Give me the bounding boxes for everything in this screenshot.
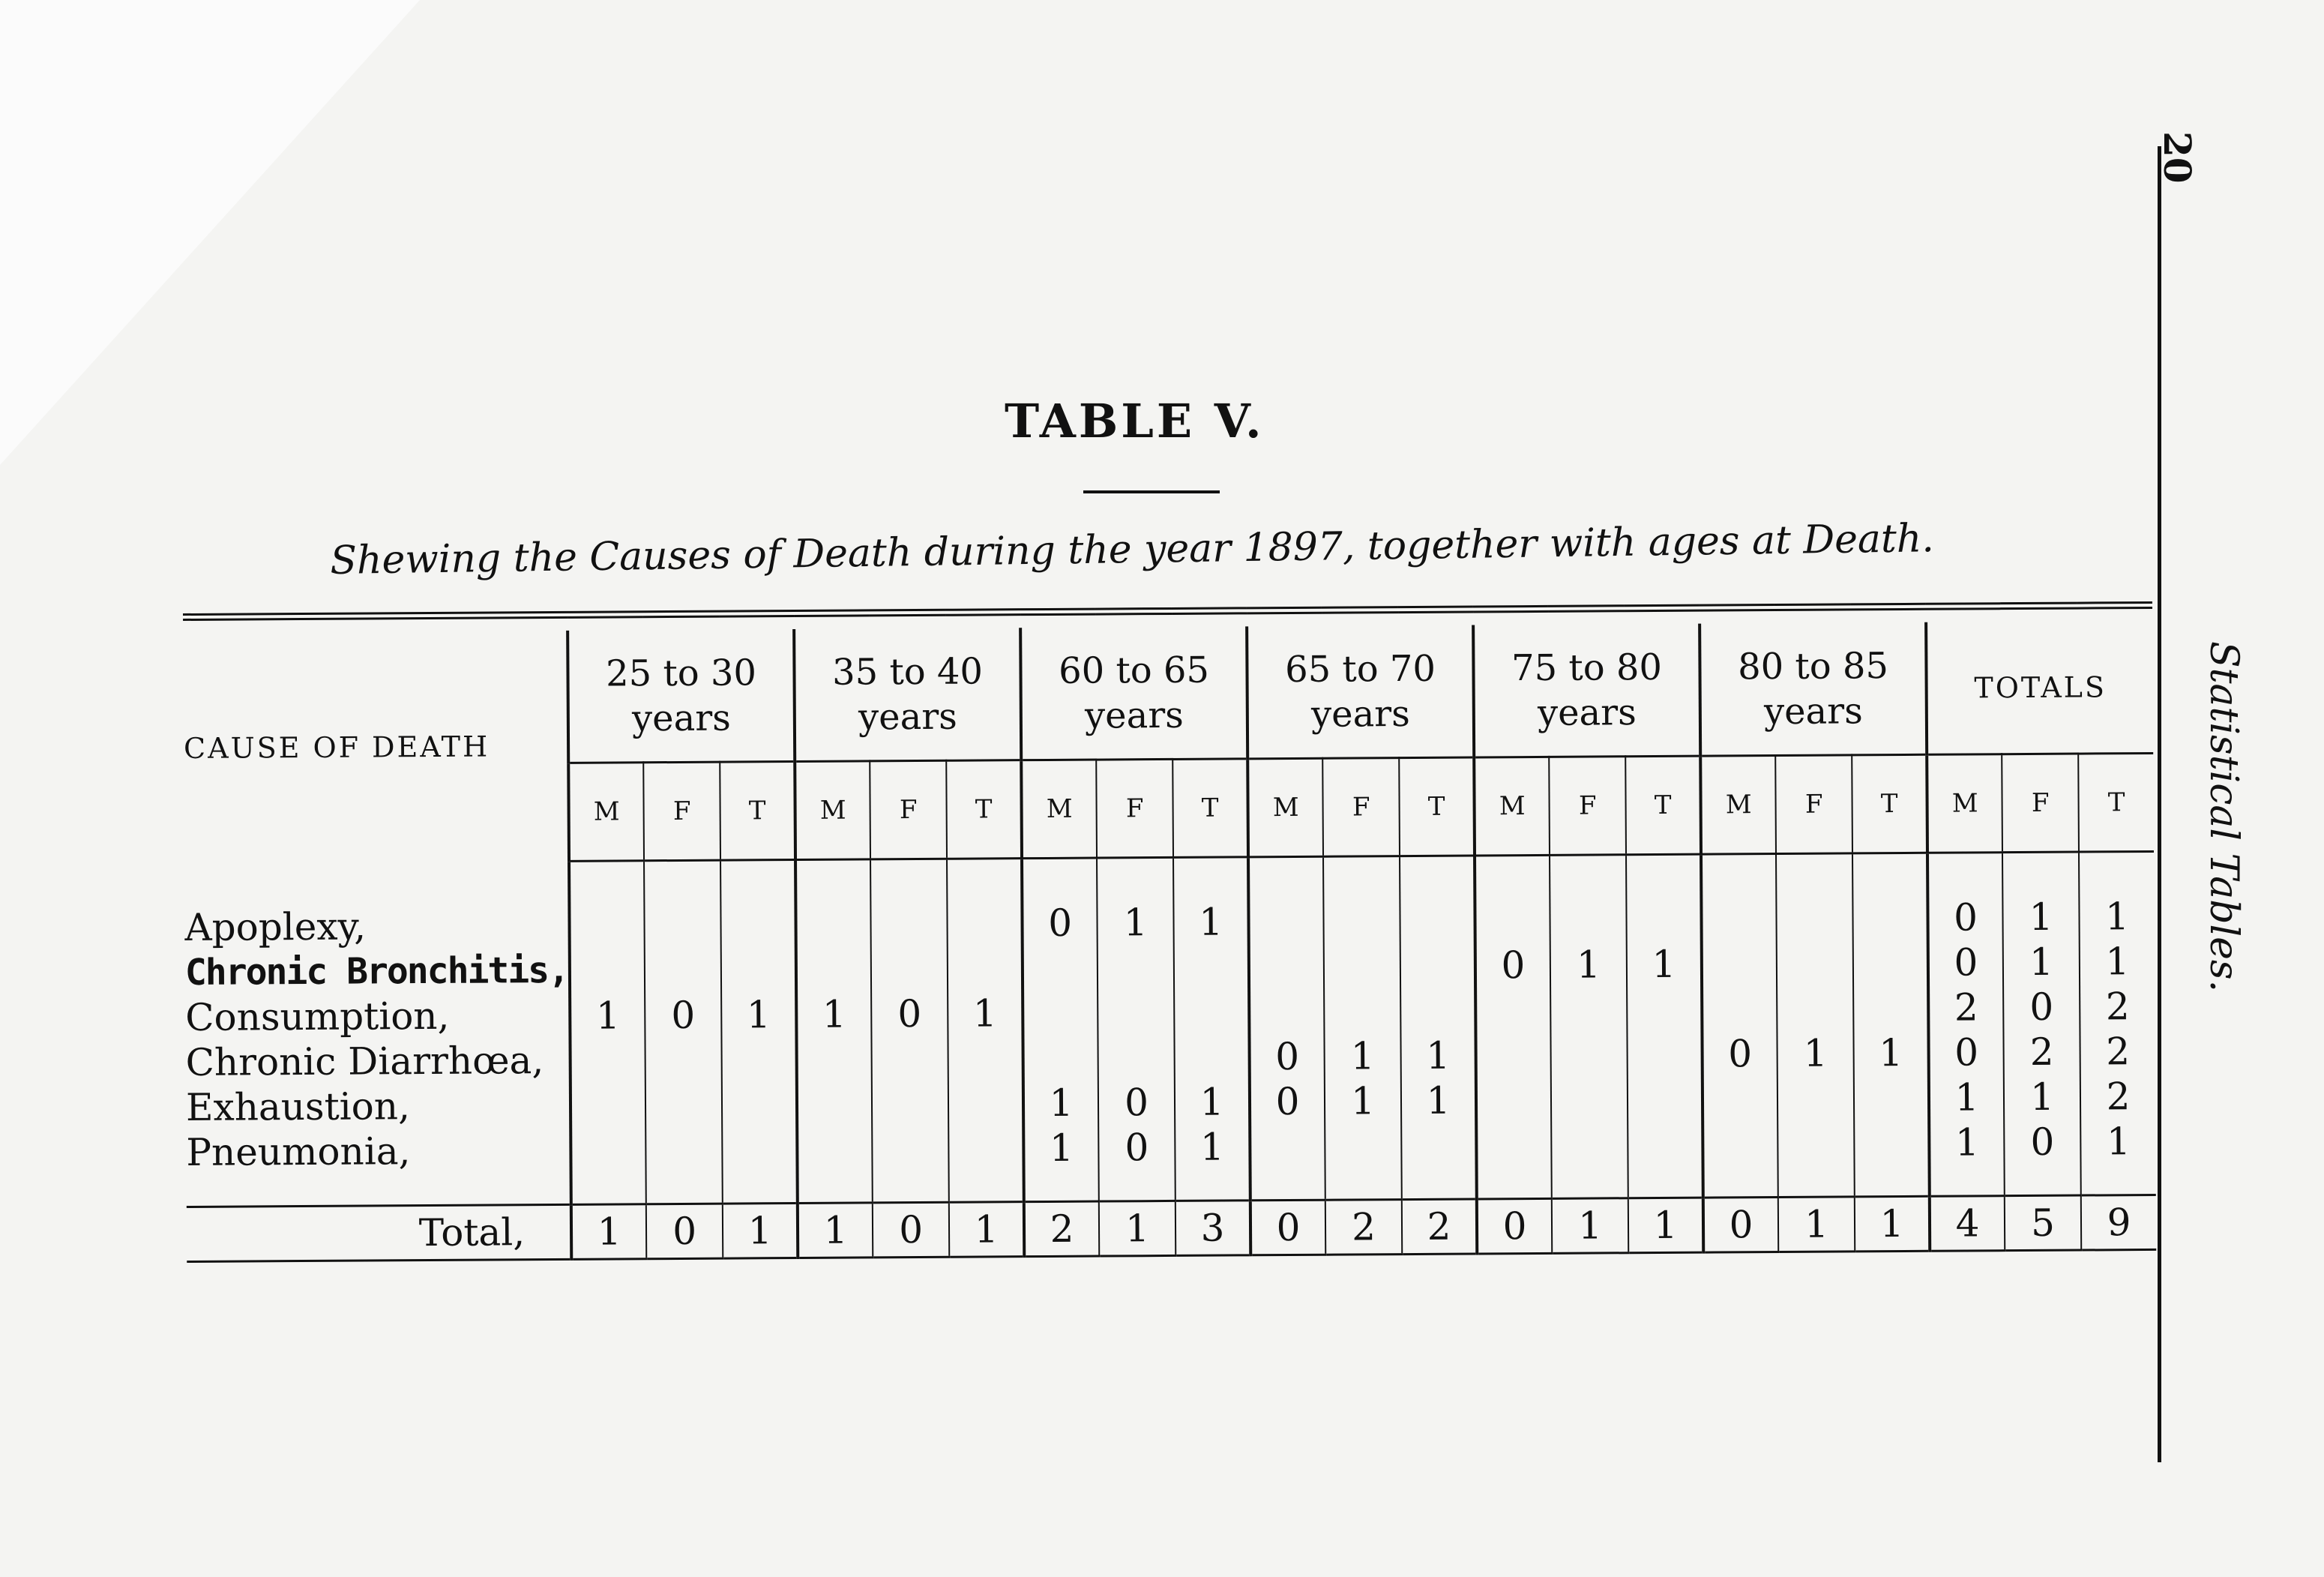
scan-shading	[0, 0, 420, 465]
value-cell: 1	[2029, 940, 2054, 984]
total-value: 1	[1099, 1201, 1175, 1256]
age-group-header	[568, 629, 795, 763]
value-cell: 1	[1954, 1075, 1979, 1120]
value-cell	[948, 901, 1020, 946]
value-cell	[873, 1081, 948, 1127]
value-cell	[948, 946, 1021, 991]
value-cell: 1	[1576, 943, 1601, 987]
totals-header: TOTALS	[1926, 621, 2153, 754]
total-header: T	[1399, 757, 1475, 856]
value-cell	[1628, 1032, 1701, 1078]
value-cell	[1478, 1033, 1550, 1078]
total-value: 2	[1402, 1199, 1477, 1255]
value-column	[870, 859, 949, 1203]
value-cell: 0	[1954, 1030, 1979, 1075]
cause-apoplexy: Apoplexy,	[184, 904, 367, 949]
value-cell	[798, 1036, 871, 1082]
male-header: M	[1927, 754, 2002, 853]
value-cell	[873, 1036, 948, 1082]
page-number: 20	[2155, 131, 2200, 184]
value-cell: 1	[1803, 1031, 1828, 1075]
total-header: T	[946, 760, 1022, 859]
male-header: M	[1021, 760, 1097, 859]
value-cell: 0	[1125, 1126, 1149, 1170]
value-cell: 0	[1125, 1081, 1149, 1125]
value-cell	[1250, 899, 1322, 945]
total-value: 2	[1325, 1200, 1402, 1255]
cause-of-death-header: CAUSE OF DEATH	[183, 730, 490, 765]
total-value: 3	[1175, 1201, 1250, 1256]
value-column	[1701, 854, 1778, 1198]
total-value: 4	[1930, 1196, 2005, 1252]
cause-chronic-bronchitis: Chronic Bronchitis,	[184, 949, 569, 994]
value-cell	[1477, 988, 1550, 1033]
value-cell	[722, 947, 795, 993]
value-cell: 1	[1199, 1125, 1225, 1169]
value-column	[1022, 858, 1099, 1202]
age-group-header	[1473, 624, 1700, 757]
value-cell	[1704, 1121, 1777, 1167]
value-cell: 2	[2106, 1075, 2131, 1119]
value-cell	[1251, 1124, 1324, 1170]
value-cell: 1	[2029, 895, 2053, 939]
value-cell	[723, 1037, 795, 1083]
value-cell	[1628, 987, 1700, 1033]
value-cell	[572, 1083, 645, 1129]
value-cell: 0	[897, 991, 922, 1036]
female-header: F	[870, 760, 947, 859]
value-cell	[1476, 898, 1549, 943]
value-cell: 0	[1954, 895, 1978, 940]
value-column	[720, 860, 798, 1204]
female-header: F	[643, 762, 720, 861]
value-cell	[572, 1128, 645, 1174]
total-value: 0	[1477, 1198, 1552, 1254]
value-cell	[1550, 897, 1625, 943]
total-row	[187, 1195, 2156, 1261]
value-cell	[1250, 944, 1323, 990]
value-cell: 0	[2029, 985, 2054, 1029]
value-cell	[1401, 943, 1474, 988]
value-cell: 1	[746, 993, 771, 1037]
value-cell	[873, 1126, 948, 1172]
value-cell	[1478, 1123, 1550, 1168]
value-cell	[798, 1081, 871, 1127]
value-cell	[1325, 943, 1400, 989]
total-header: T	[2078, 753, 2154, 852]
table-title: TABLE V.	[1005, 394, 1265, 448]
value-cell	[571, 948, 644, 994]
age-group-unit: years	[1537, 691, 1637, 734]
value-cell	[949, 1126, 1022, 1171]
total-header: T	[1172, 759, 1248, 858]
value-cell: 1	[822, 992, 846, 1036]
value-cell	[1854, 985, 1927, 1031]
total-value: 0	[873, 1202, 949, 1258]
total-value: 2	[1024, 1201, 1099, 1257]
value-cell: 1	[2029, 1075, 2055, 1119]
value-cell: 1	[1199, 900, 1223, 944]
total-value: 1	[1855, 1196, 1930, 1252]
cause-list	[184, 861, 571, 1207]
value-column	[1852, 853, 1930, 1197]
value-cell	[1024, 946, 1097, 991]
value-cell: 0	[1048, 901, 1073, 945]
value-column	[1626, 854, 1703, 1198]
value-cell: 2	[2106, 1030, 2131, 1074]
body-row	[184, 851, 2156, 1207]
page-edge-rule	[2158, 146, 2161, 1462]
value-cell	[1855, 1075, 1927, 1121]
value-cell: 1	[1350, 1079, 1376, 1123]
value-cell	[872, 946, 947, 992]
cause-exhaustion: Exhaustion,	[185, 1084, 411, 1129]
value-column	[1173, 857, 1250, 1201]
table-container	[183, 601, 2156, 1263]
total-header: T	[1625, 756, 1701, 855]
value-cell	[723, 1082, 795, 1128]
value-column	[1550, 855, 1628, 1199]
value-cell: 2	[2029, 1030, 2054, 1074]
value-column	[947, 859, 1024, 1203]
value-cell: 1	[1879, 1030, 1903, 1075]
age-group-header	[1020, 626, 1247, 760]
value-cell	[797, 901, 870, 947]
value-cell	[1703, 941, 1776, 987]
table-subtitle: Shewing the Causes of Death during the year 1897, together with ages at Death.	[330, 516, 1935, 583]
value-cell: 1	[1049, 1081, 1074, 1125]
value-cell	[1778, 1120, 1853, 1166]
age-group-range: 65 to 70	[1284, 647, 1436, 691]
value-cell	[721, 902, 794, 948]
value-cell: 1	[1426, 1033, 1451, 1078]
total-value: 1	[1778, 1197, 1855, 1252]
value-cell: 1	[972, 991, 997, 1036]
male-header: M	[1474, 757, 1550, 856]
age-group-header	[1700, 622, 1927, 756]
age-group-range: 35 to 40	[831, 649, 984, 694]
cause-pneumonia: Pneumonia,	[186, 1129, 411, 1174]
age-group-unit: years	[631, 697, 731, 739]
total-value: 0	[646, 1204, 723, 1259]
group-header-row	[183, 621, 2153, 766]
female-header: F	[1549, 757, 1626, 856]
value-cell	[1099, 1035, 1174, 1081]
age-group-unit: years	[1763, 689, 1863, 733]
value-column	[2079, 851, 2156, 1195]
value-cell: 0	[671, 993, 696, 1038]
total-value: 1	[1552, 1198, 1628, 1254]
title-rule	[1083, 490, 1220, 493]
value-column	[1475, 855, 1552, 1199]
total-header: T	[720, 762, 795, 861]
value-cell	[572, 1038, 645, 1084]
value-cell	[646, 1128, 721, 1174]
value-cell	[1628, 1122, 1701, 1168]
value-cell	[1250, 989, 1323, 1035]
value-cell	[1855, 1120, 1927, 1166]
age-group-unit: years	[1084, 694, 1184, 737]
value-cell	[1401, 988, 1474, 1033]
value-cell	[1325, 988, 1400, 1034]
female-header: F	[1322, 758, 1400, 857]
age-group-unit: years	[858, 695, 957, 738]
value-column	[1400, 856, 1477, 1200]
value-cell	[1478, 1078, 1550, 1123]
male-header: M	[1247, 758, 1323, 857]
total-value: 5	[2005, 1195, 2081, 1251]
value-cell	[1325, 1123, 1400, 1169]
value-cell	[1175, 1034, 1248, 1080]
value-cell	[1628, 1077, 1701, 1123]
value-cell: 1	[1426, 1078, 1451, 1123]
value-column	[1927, 853, 2005, 1197]
total-value: 0	[1703, 1198, 1778, 1253]
value-cell: 1	[2105, 895, 2130, 939]
age-group-range: 75 to 80	[1511, 646, 1663, 689]
value-cell	[1552, 1032, 1627, 1078]
value-cell	[1703, 986, 1776, 1032]
age-group-unit: years	[1310, 692, 1410, 736]
total-value: 1	[949, 1202, 1024, 1258]
value-cell	[949, 1081, 1022, 1126]
age-group-header	[1247, 625, 1474, 758]
value-cell: 0	[1275, 1034, 1300, 1079]
value-cell: 0	[1954, 940, 1978, 985]
value-cell: 0	[1275, 1079, 1300, 1124]
value-cell	[1400, 898, 1473, 943]
value-cell	[645, 948, 720, 994]
value-cell	[1098, 945, 1173, 991]
value-cell: 1	[595, 994, 620, 1038]
value-column	[1776, 853, 1855, 1198]
total-value: 1	[571, 1204, 646, 1260]
value-cell: 1	[1123, 901, 1148, 945]
value-cell: 1	[2106, 1120, 2131, 1164]
value-cell	[949, 1036, 1022, 1081]
male-header: M	[568, 763, 644, 862]
value-column	[569, 861, 646, 1205]
value-cell	[1853, 895, 1926, 941]
value-cell	[871, 901, 946, 947]
value-cell: 2	[1954, 985, 1978, 1030]
total-value: 0	[1250, 1200, 1325, 1255]
value-cell	[571, 903, 643, 949]
female-header: F	[1096, 759, 1173, 858]
value-column	[1097, 857, 1175, 1201]
value-column	[1323, 856, 1402, 1201]
value-cell	[1777, 895, 1852, 941]
value-cell: 1	[1049, 1126, 1074, 1170]
running-head: Statistical Tables.	[2201, 641, 2246, 993]
age-group-range: 80 to 85	[1737, 644, 1889, 688]
male-header: M	[795, 761, 870, 860]
value-cell: 1	[1954, 1120, 1980, 1165]
value-cell	[1324, 898, 1399, 944]
causes-of-death-table	[183, 601, 2156, 1263]
total-value: 1	[1628, 1198, 1703, 1253]
value-cell	[1777, 985, 1852, 1031]
total-value: 9	[2081, 1195, 2156, 1250]
value-column	[1248, 856, 1325, 1201]
value-cell	[1175, 944, 1247, 990]
value-cell	[1778, 1075, 1853, 1121]
age-group-header	[794, 628, 1021, 761]
cause-chronic-diarrhoea: Chronic Diarrhœa,	[185, 1038, 544, 1084]
value-cell	[646, 1038, 721, 1084]
value-cell	[1402, 1123, 1475, 1168]
total-label: Total,	[187, 1204, 572, 1261]
value-cell: 1	[1199, 1080, 1224, 1124]
value-cell	[645, 903, 720, 949]
value-cell	[1551, 987, 1626, 1033]
female-header: F	[2002, 754, 2079, 853]
value-column	[644, 860, 723, 1204]
total-header: T	[1852, 754, 1927, 853]
value-cell: 1	[2105, 940, 2130, 984]
value-cell	[798, 1126, 871, 1172]
value-cell	[1552, 1122, 1627, 1168]
age-group-range: 60 to 65	[1058, 649, 1210, 692]
male-header: M	[1700, 756, 1776, 855]
value-cell	[1175, 989, 1247, 1035]
value-cell	[1024, 991, 1097, 1036]
total-value: 1	[798, 1203, 873, 1258]
total-value: 1	[723, 1204, 798, 1259]
cause-consumption: Consumption,	[185, 994, 450, 1039]
value-cell	[646, 1083, 721, 1129]
value-cell: 0	[1501, 943, 1526, 988]
age-group-range: 25 to 30	[605, 651, 757, 695]
value-column	[2002, 852, 2081, 1196]
value-cell	[1704, 1076, 1777, 1122]
value-cell: 1	[1652, 942, 1676, 987]
value-cell	[1552, 1077, 1627, 1123]
value-cell: 0	[1728, 1032, 1753, 1076]
value-cell	[1098, 990, 1173, 1036]
value-cell: 2	[2105, 985, 2130, 1029]
value-cell	[798, 946, 870, 992]
value-cell	[1627, 897, 1700, 943]
value-cell: 0	[2030, 1120, 2055, 1164]
female-header: F	[1775, 755, 1852, 854]
value-cell	[1025, 1036, 1098, 1081]
value-cell	[1703, 896, 1775, 942]
value-cell	[723, 1127, 795, 1173]
value-column	[795, 859, 873, 1204]
value-cell	[1777, 940, 1852, 986]
value-cell: 1	[1350, 1034, 1375, 1078]
value-cell	[1854, 940, 1927, 986]
